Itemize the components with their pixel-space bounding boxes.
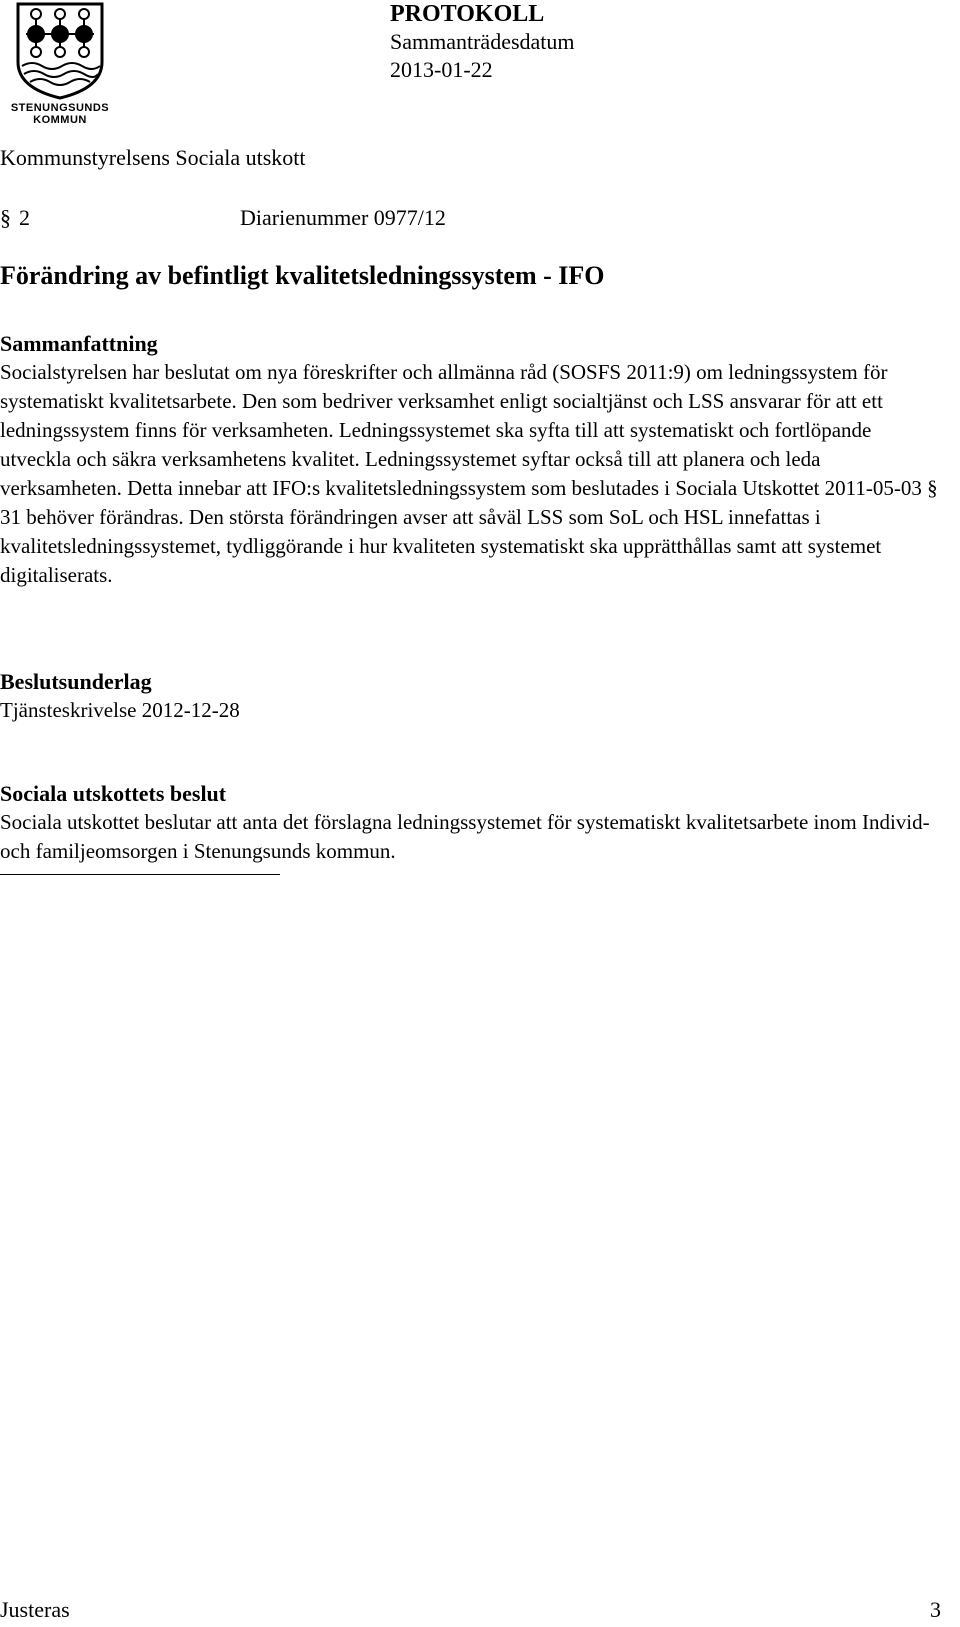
summary-text: Socialstyrelsen har beslutat om nya föreskrifter och allmänna råd (SOSFS 2011:9) om ledningssystem för systematiskt kvalitetsarbete. Den som bedriver verksamhet enligt socialtjänst och LSS ansvarar för att ett ledningssystem finns för verksamheten. Ledningssystemet ska syfta till att systematiskt och fortlöpande utveckla och säkra verksamhetens kvalitet. Ledningssystemet syftar också till att planera och leda verksamheten. Detta innebar att IFO:s kvalitetsledningssystem som beslutades i Sociala Utskottet 2011-05-03 § 31 behöver förändras. Den största förändringen avser att såväl LSS som SoL och HSL innefattas i kvalitetsledningssystemet, tydliggörande i hur kvaliteten systematiskt ska upprätthållas samt att systemet digitaliserats.	[0, 360, 938, 587]
decision-section	[0, 780, 945, 866]
logo-text-line2: KOMMUN	[33, 114, 87, 126]
decision-basis-section	[0, 668, 945, 725]
decision-text: Sociala utskottet beslutar att anta det förslagna ledningssystemet för systematiskt kvalitetsarbete inom Individ- och familjeomsorgen i Stenungsunds kommun.	[0, 810, 930, 863]
paragraph-line	[0, 204, 446, 232]
meeting-date-value: 2013-01-22	[390, 57, 493, 82]
summary-heading: Sammanfattning	[0, 331, 158, 356]
page-number: 3	[930, 1597, 941, 1622]
meeting-date-label: Sammanträdesdatum	[390, 29, 575, 54]
document-type: PROTOKOLL	[390, 1, 545, 27]
separator-line	[0, 874, 280, 875]
decision-heading: Sociala utskottets beslut	[0, 781, 227, 806]
summary-section	[0, 330, 945, 590]
paragraph-symbol: §	[0, 205, 11, 230]
committee-name: Kommunstyrelsens Sociala utskott	[0, 145, 306, 170]
diarienummer: Diarienummer 0977/12	[240, 205, 446, 230]
paragraph-number: 2	[19, 205, 30, 230]
footer-justeras: Justeras	[0, 1597, 70, 1622]
page-title: Förändring av befintligt kvalitetsledningssystem - IFO	[0, 261, 605, 290]
municipality-logo	[0, 0, 120, 130]
coat-of-arms-icon	[0, 0, 120, 100]
decision-basis-heading: Beslutsunderlag	[0, 669, 152, 694]
decision-basis-text: Tjänsteskrivelse 2012-12-28	[0, 698, 240, 722]
logo-text-line1: STENUNGSUNDS	[10, 102, 110, 114]
